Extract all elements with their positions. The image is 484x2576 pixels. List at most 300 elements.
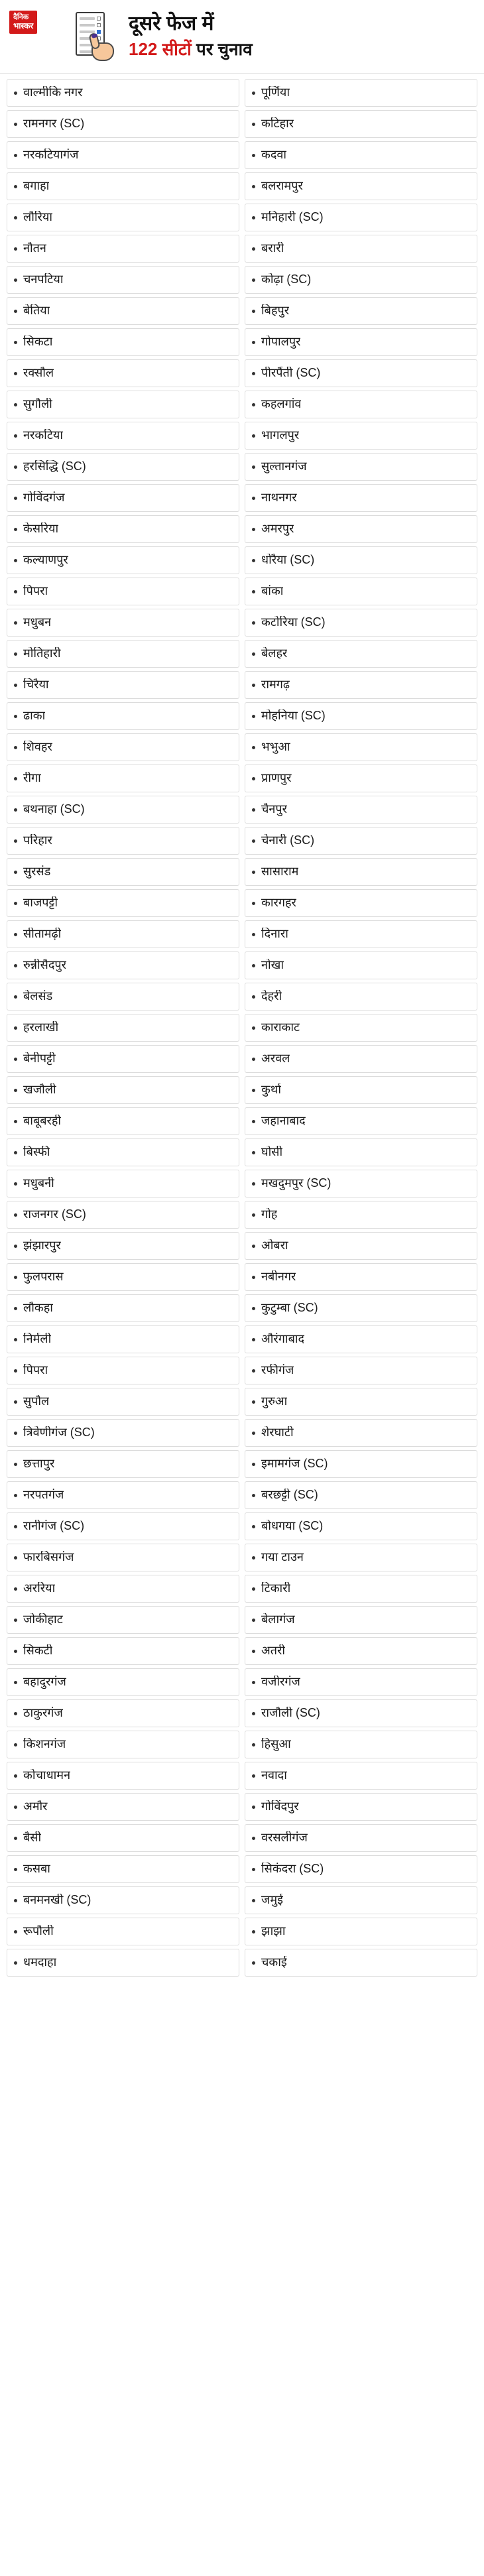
constituency-name: राजनगर (SC): [23, 1208, 86, 1221]
bullet-dot-icon: [14, 1837, 17, 1840]
bullet-dot-icon: [252, 216, 255, 219]
constituency-item: [7, 1201, 239, 1229]
constituency-name: राजौली (SC): [261, 1707, 320, 1720]
constituency-item: [7, 1419, 239, 1447]
constituency-name: मधुबन: [23, 616, 52, 629]
constituency-item: [245, 1918, 477, 1945]
constituency-name: अतरी: [261, 1644, 286, 1658]
bullet-dot-icon: [14, 247, 17, 251]
bullet-dot-icon: [14, 1743, 17, 1747]
constituency-item: [245, 141, 477, 169]
constituency-item: [7, 235, 239, 263]
bullet-dot-icon: [14, 528, 17, 531]
constituency-name: बेलसंड: [23, 990, 53, 1003]
constituency-item: [245, 235, 477, 263]
constituency-item: [245, 1076, 477, 1104]
constituency-name: बरछट्टी (SC): [261, 1489, 318, 1502]
constituency-item: [7, 889, 239, 917]
constituency-item: [7, 1918, 239, 1945]
constituency-name: ओबरा: [261, 1239, 288, 1253]
constituency-item: [7, 1512, 239, 1540]
constituency-name: रक्सौल: [23, 367, 54, 380]
constituency-name: नौतन: [23, 242, 46, 255]
constituency-name: रामनगर (SC): [23, 117, 85, 131]
constituency-item: [245, 1107, 477, 1135]
constituency-item: [245, 1731, 477, 1758]
constituency-name: कदवा: [261, 149, 287, 162]
constituency-item: [245, 609, 477, 637]
constituency-name: वरसलीगंज: [261, 1831, 308, 1845]
constituency-item: [7, 204, 239, 231]
constituency-item: [7, 1762, 239, 1790]
constituency-name: पिपरा: [23, 1364, 48, 1377]
bullet-dot-icon: [14, 777, 17, 780]
constituency-name: नोखा: [261, 959, 284, 972]
bullet-dot-icon: [14, 1587, 17, 1591]
bullet-dot-icon: [252, 933, 255, 936]
constituency-name: औरंगाबाद: [261, 1333, 305, 1346]
constituency-name: हिसुआ: [261, 1738, 291, 1751]
constituency-name: नरकटियागंज: [23, 149, 79, 162]
bullet-dot-icon: [14, 1338, 17, 1341]
bullet-dot-icon: [14, 1712, 17, 1715]
constituency-name: कोढ़ा (SC): [261, 273, 312, 286]
constituency-item: [245, 79, 477, 107]
constituency-name: धमदाहा: [23, 1956, 57, 1969]
constituency-name: वाल्मीकि नगर: [23, 86, 83, 99]
constituency-name: गोविंदपुर: [261, 1800, 299, 1813]
constituency-item: [245, 297, 477, 325]
constituency-item: [245, 546, 477, 574]
bullet-dot-icon: [14, 1774, 17, 1778]
constituency-item: [7, 1544, 239, 1571]
constituency-name: कहलगांव: [261, 398, 302, 411]
page-title-line1: दूसरे फेज में: [129, 13, 214, 34]
constituency-name: चकाई: [261, 1956, 287, 1969]
constituency-name: गोपालपुर: [261, 336, 301, 349]
bullet-dot-icon: [252, 1743, 255, 1747]
constituency-item: [7, 1637, 239, 1665]
bullet-dot-icon: [252, 1556, 255, 1560]
constituency-name: कटोरिया (SC): [261, 616, 326, 629]
constituency-item: [7, 1668, 239, 1696]
constituency-item: [245, 733, 477, 761]
bullet-dot-icon: [14, 1245, 17, 1248]
constituency-item: [7, 1232, 239, 1260]
constituency-item: [245, 391, 477, 418]
constituency-column-left: [7, 79, 239, 1980]
bullet-dot-icon: [14, 1400, 17, 1404]
constituency-item: [7, 1450, 239, 1478]
constituency-item: [7, 172, 239, 200]
bullet-dot-icon: [252, 185, 255, 188]
bullet-dot-icon: [14, 964, 17, 967]
constituency-item: [7, 484, 239, 512]
bullet-dot-icon: [252, 715, 255, 718]
ballot-paper-icon: [65, 9, 123, 66]
bullet-dot-icon: [252, 995, 255, 999]
constituency-item: [245, 1481, 477, 1509]
constituency-item: [7, 1731, 239, 1758]
constituency-name: पूर्णिया: [261, 86, 290, 99]
constituency-item: [7, 1575, 239, 1603]
bullet-dot-icon: [252, 1245, 255, 1248]
constituency-name: किशनगंज: [23, 1738, 66, 1751]
bullet-dot-icon: [252, 1276, 255, 1279]
bullet-dot-icon: [14, 1525, 17, 1528]
bullet-dot-icon: [14, 278, 17, 282]
constituency-item: [7, 359, 239, 387]
constituency-item: [7, 391, 239, 418]
constituency-name: गोह: [261, 1208, 278, 1221]
constituency-item: [245, 1606, 477, 1634]
constituency-item: [7, 1855, 239, 1883]
constituency-name: सुपौल: [23, 1395, 50, 1408]
bullet-dot-icon: [14, 216, 17, 219]
constituency-name: सुरसंड: [23, 865, 51, 879]
bullet-dot-icon: [252, 1369, 255, 1373]
bullet-dot-icon: [14, 902, 17, 905]
constituency-item: [7, 1263, 239, 1291]
constituency-item: [7, 1107, 239, 1135]
constituency-name: घोसी: [261, 1146, 283, 1159]
constituency-name: भागलपुर: [261, 429, 300, 442]
brand-logo-badge: [9, 11, 37, 34]
constituency-name: वजीरगंज: [261, 1676, 300, 1689]
constituency-name: जमुई: [261, 1894, 283, 1907]
bullet-dot-icon: [252, 1213, 255, 1217]
constituency-name: बिहपुर: [261, 304, 290, 318]
constituency-item: [7, 79, 239, 107]
constituency-item: [245, 1201, 477, 1229]
bullet-dot-icon: [14, 1806, 17, 1809]
bullet-dot-icon: [14, 808, 17, 812]
bullet-dot-icon: [252, 559, 255, 562]
constituency-item: [7, 266, 239, 294]
constituency-name: सुगौली: [23, 398, 52, 411]
constituency-item: [7, 951, 239, 979]
constituency-item: [7, 920, 239, 948]
constituency-name: फुलपरास: [23, 1270, 64, 1284]
bullet-dot-icon: [252, 1494, 255, 1497]
constituency-item: [245, 515, 477, 543]
bullet-dot-icon: [14, 684, 17, 687]
bullet-dot-icon: [252, 92, 255, 95]
constituency-name: जोकीहाट: [23, 1613, 63, 1626]
constituency-name: काराकाट: [261, 1021, 300, 1034]
brand-logo-line2: भास्कर: [13, 21, 34, 31]
constituency-item: [7, 671, 239, 699]
bullet-dot-icon: [14, 746, 17, 749]
constituency-name: बेलागंज: [261, 1613, 295, 1626]
constituency-item: [245, 453, 477, 481]
constituency-name: मखदुमपुर (SC): [261, 1177, 332, 1190]
bullet-dot-icon: [14, 1307, 17, 1310]
constituency-name: जहानाबाद: [261, 1115, 306, 1128]
bullet-dot-icon: [14, 1058, 17, 1061]
constituency-name: ढाका: [23, 709, 46, 723]
bullet-dot-icon: [252, 123, 255, 126]
bullet-dot-icon: [14, 154, 17, 157]
constituency-item: [245, 1762, 477, 1790]
constituency-item: [245, 110, 477, 138]
bullet-dot-icon: [14, 497, 17, 500]
bullet-dot-icon: [14, 1369, 17, 1373]
bullet-dot-icon: [14, 1276, 17, 1279]
bullet-dot-icon: [14, 341, 17, 344]
constituency-item: [245, 1014, 477, 1042]
constituency-item: [7, 1949, 239, 1977]
bullet-dot-icon: [14, 1494, 17, 1497]
bullet-dot-icon: [252, 964, 255, 967]
constituency-item: [7, 453, 239, 481]
constituency-item: [7, 1481, 239, 1509]
constituency-name: केसरिया: [23, 522, 59, 536]
constituency-name: बाबूबरही: [23, 1115, 62, 1128]
constituency-name: हरलाखी: [23, 1021, 59, 1034]
bullet-dot-icon: [252, 1712, 255, 1715]
page-title-line2: [129, 38, 475, 60]
constituency-name: बांका: [261, 585, 284, 598]
bullet-dot-icon: [14, 434, 17, 438]
constituency-name: प्राणपुर: [261, 772, 292, 785]
constituency-name: त्रिवेणीगंज (SC): [23, 1426, 95, 1440]
bullet-dot-icon: [14, 621, 17, 625]
bullet-dot-icon: [252, 154, 255, 157]
constituency-name: मोतिहारी: [23, 647, 61, 660]
constituency-name: गया टाउन: [261, 1551, 304, 1564]
constituency-name: बनमनखी (SC): [23, 1894, 91, 1907]
bullet-dot-icon: [252, 1619, 255, 1622]
page-header: [0, 0, 484, 74]
constituency-name: झंझारपुर: [23, 1239, 61, 1253]
constituency-item: [245, 920, 477, 948]
bullet-dot-icon: [252, 434, 255, 438]
constituency-name: सासाराम: [261, 865, 299, 879]
constituency-name: कटिहार: [261, 117, 294, 131]
bullet-dot-icon: [252, 1930, 255, 1933]
constituency-name: मनिहारी (SC): [261, 211, 324, 224]
bullet-dot-icon: [14, 1899, 17, 1902]
constituency-name: रीगा: [23, 772, 41, 785]
constituency-item: [245, 266, 477, 294]
constituency-name: चैनपुर: [261, 803, 288, 816]
constituency-name: चिरैया: [23, 678, 49, 692]
constituency-name: ठाकुरगंज: [23, 1707, 63, 1720]
constituency-name: सुल्तानगंज: [261, 460, 307, 473]
constituency-item: [245, 1138, 477, 1166]
constituency-item: [245, 484, 477, 512]
bullet-dot-icon: [252, 684, 255, 687]
bullet-dot-icon: [252, 403, 255, 406]
constituency-item: [7, 1014, 239, 1042]
bullet-dot-icon: [252, 1120, 255, 1123]
constituency-name: टिकारी: [261, 1582, 291, 1595]
bullet-dot-icon: [252, 1587, 255, 1591]
bullet-dot-icon: [14, 1120, 17, 1123]
bullet-dot-icon: [252, 465, 255, 469]
bullet-dot-icon: [14, 1151, 17, 1154]
constituency-name: फारबिसगंज: [23, 1551, 74, 1564]
constituency-item: [7, 1045, 239, 1073]
bullet-dot-icon: [14, 871, 17, 874]
bullet-dot-icon: [252, 839, 255, 843]
constituency-item: [7, 1793, 239, 1821]
constituency-name: अमौर: [23, 1800, 48, 1813]
constituency-name: सिकटा: [23, 336, 53, 349]
bullet-dot-icon: [14, 1556, 17, 1560]
constituency-name: दिनारा: [261, 928, 288, 941]
bullet-dot-icon: [252, 1806, 255, 1809]
bullet-dot-icon: [252, 1899, 255, 1902]
constituency-item: [7, 422, 239, 450]
constituency-item: [245, 1855, 477, 1883]
bullet-dot-icon: [252, 1026, 255, 1030]
constituency-name: कुर्था: [261, 1083, 281, 1097]
constituency-name: निर्मली: [23, 1333, 52, 1346]
bullet-dot-icon: [14, 1213, 17, 1217]
bullet-dot-icon: [14, 839, 17, 843]
bullet-dot-icon: [14, 1619, 17, 1622]
bullet-dot-icon: [14, 995, 17, 999]
bullet-dot-icon: [252, 1058, 255, 1061]
constituency-item: [245, 796, 477, 824]
bullet-dot-icon: [14, 1930, 17, 1933]
constituency-item: [245, 765, 477, 792]
constituency-item: [245, 1699, 477, 1727]
bullet-dot-icon: [252, 777, 255, 780]
bullet-dot-icon: [252, 1182, 255, 1186]
constituency-name: सिकंदरा (SC): [261, 1863, 324, 1876]
constituency-name: कसबा: [23, 1863, 50, 1876]
bullet-dot-icon: [14, 1463, 17, 1466]
constituency-name: नबीनगर: [261, 1270, 296, 1284]
constituency-item: [7, 733, 239, 761]
constituency-item: [7, 640, 239, 668]
constituency-item: [245, 1232, 477, 1260]
constituency-item: [245, 1512, 477, 1540]
bullet-dot-icon: [252, 341, 255, 344]
constituency-name: खजौली: [23, 1083, 56, 1097]
constituency-name: बैसी: [23, 1831, 42, 1845]
brand-logo-line1: दैनिक: [13, 13, 29, 21]
constituency-name: बथनाहा (SC): [23, 803, 85, 816]
constituency-item: [7, 609, 239, 637]
constituency-item: [245, 1170, 477, 1197]
bullet-dot-icon: [252, 1432, 255, 1435]
constituency-item: [245, 1388, 477, 1416]
constituency-item: [245, 1824, 477, 1852]
constituency-item: [245, 1325, 477, 1353]
bullet-dot-icon: [252, 652, 255, 656]
constituency-item: [245, 671, 477, 699]
constituency-name: देहरी: [261, 990, 282, 1003]
constituency-item: [7, 1138, 239, 1166]
constituency-name: नाथनगर: [261, 491, 297, 505]
constituency-name: बलरामपुर: [261, 180, 303, 193]
constituency-name: रफीगंज: [261, 1364, 294, 1377]
constituency-item: [245, 951, 477, 979]
constituency-name: मधुबनी: [23, 1177, 54, 1190]
constituency-item: [7, 1170, 239, 1197]
constituency-item: [245, 1450, 477, 1478]
bullet-dot-icon: [252, 808, 255, 812]
constituency-name: शेरघाटी: [261, 1426, 294, 1440]
constituency-item: [245, 1793, 477, 1821]
constituency-item: [7, 297, 239, 325]
constituency-name: कुटुम्बा (SC): [261, 1302, 318, 1315]
bullet-dot-icon: [14, 1868, 17, 1871]
constituency-item: [7, 796, 239, 824]
constituency-item: [7, 328, 239, 356]
constituency-item: [7, 515, 239, 543]
bullet-dot-icon: [252, 1525, 255, 1528]
bullet-dot-icon: [14, 1681, 17, 1684]
constituency-name: सीतामढ़ी: [23, 928, 62, 941]
constituency-name: नरपतगंज: [23, 1489, 64, 1502]
constituency-name: बेनीपट्टी: [23, 1052, 56, 1066]
constituency-name: पीरपैंती (SC): [261, 367, 321, 380]
constituency-item: [245, 328, 477, 356]
constituency-name: बाजपट्टी: [23, 896, 58, 910]
constituency-name: चनपटिया: [23, 273, 64, 286]
constituency-item: [245, 1637, 477, 1665]
bullet-dot-icon: [252, 1463, 255, 1466]
bullet-dot-icon: [14, 1432, 17, 1435]
bullet-dot-icon: [252, 871, 255, 874]
constituency-name: रुन्नीसैदपुर: [23, 959, 66, 972]
brand-logo[interactable]: [9, 9, 65, 34]
constituency-item: [7, 546, 239, 574]
constituency-name: परिहार: [23, 834, 52, 847]
bullet-dot-icon: [14, 652, 17, 656]
bullet-dot-icon: [252, 902, 255, 905]
constituency-item: [7, 858, 239, 886]
bullet-dot-icon: [14, 403, 17, 406]
constituency-name: रामगढ़: [261, 678, 290, 692]
constituency-item: [245, 1886, 477, 1914]
constituency-name: गुरुआ: [261, 1395, 288, 1408]
bullet-dot-icon: [252, 1868, 255, 1871]
constituency-name: भभुआ: [261, 741, 290, 754]
constituency-name: हरसिद्धि (SC): [23, 460, 86, 473]
bullet-dot-icon: [252, 310, 255, 313]
constituency-name: शिवहर: [23, 741, 52, 754]
constituency-item: [7, 141, 239, 169]
page-title-line2-rest: पर चुनाव: [191, 39, 253, 59]
constituency-item: [7, 1388, 239, 1416]
bullet-dot-icon: [14, 590, 17, 593]
bullet-dot-icon: [14, 310, 17, 313]
constituency-name: छत्तापुर: [23, 1457, 55, 1471]
bullet-dot-icon: [14, 1026, 17, 1030]
constituency-item: [245, 1668, 477, 1696]
constituency-item: [245, 702, 477, 730]
constituency-item: [7, 765, 239, 792]
constituency-name: कारगहर: [261, 896, 296, 910]
bullet-dot-icon: [252, 278, 255, 282]
bullet-dot-icon: [14, 559, 17, 562]
constituency-name: सिकटी: [23, 1644, 53, 1658]
constituency-item: [7, 578, 239, 605]
constituency-item: [7, 1076, 239, 1104]
bullet-dot-icon: [252, 1681, 255, 1684]
constituency-item: [245, 1544, 477, 1571]
constituency-item: [245, 827, 477, 855]
constituency-item: [245, 1575, 477, 1603]
bullet-dot-icon: [252, 590, 255, 593]
bullet-dot-icon: [252, 1338, 255, 1341]
